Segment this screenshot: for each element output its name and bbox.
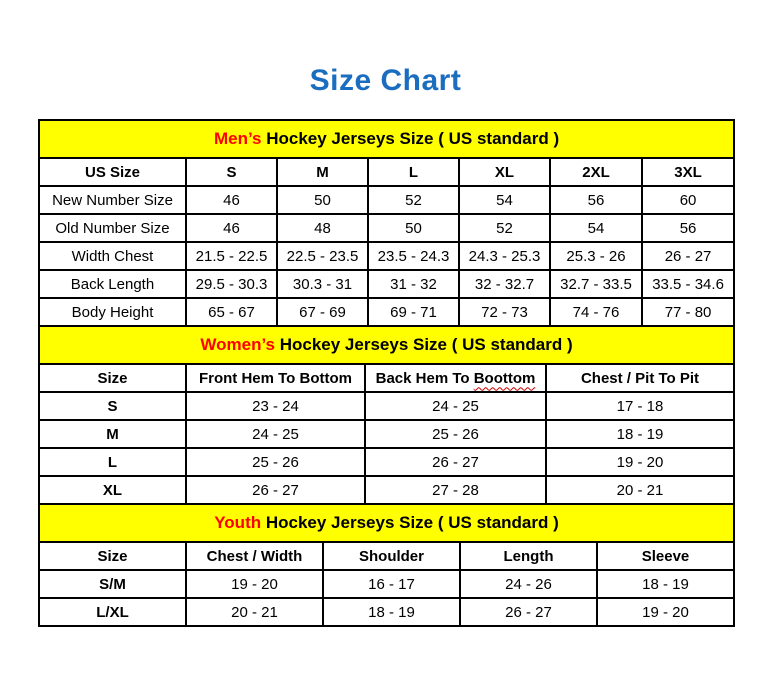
youth-section-heading-row	[39, 504, 734, 542]
size-value-cell: 29.5 - 30.3	[186, 270, 277, 298]
size-value-cell: 18 - 19	[597, 570, 734, 598]
womens-heading-rest: Hockey Jerseys Size ( US standard )	[275, 335, 573, 354]
column-header: Size	[39, 364, 186, 392]
size-value-cell: 77 - 80	[642, 298, 734, 326]
size-value-cell: 24 - 25	[365, 392, 546, 420]
size-value-cell: 24.3 - 25.3	[459, 242, 550, 270]
womens-section-heading-row	[39, 326, 734, 364]
table-row	[39, 420, 734, 448]
column-header: XL	[459, 158, 550, 186]
row-label: New Number Size	[39, 186, 186, 214]
youth-heading-rest: Hockey Jerseys Size ( US standard )	[261, 513, 559, 532]
table-row	[39, 298, 734, 326]
column-header: Shoulder	[323, 542, 460, 570]
table-row	[39, 214, 734, 242]
size-value-cell: 33.5 - 34.6	[642, 270, 734, 298]
column-header: S	[186, 158, 277, 186]
column-header: 2XL	[550, 158, 642, 186]
size-value-cell: 23 - 24	[186, 392, 365, 420]
table-row	[39, 570, 734, 598]
mens-heading-rest: Hockey Jerseys Size ( US standard )	[261, 129, 560, 148]
size-value-cell: 20 - 21	[546, 476, 734, 504]
size-value-cell: 26 - 27	[460, 598, 597, 626]
column-header: Front Hem To Bottom	[186, 364, 365, 392]
size-value-cell: 72 - 73	[459, 298, 550, 326]
size-value-cell: 25 - 26	[186, 448, 365, 476]
column-header: Chest / Pit To Pit	[546, 364, 734, 392]
size-value-cell: 56	[550, 186, 642, 214]
womens-column-header-row	[39, 364, 734, 392]
mens-column-header-row	[39, 158, 734, 186]
size-value-cell: 19 - 20	[186, 570, 323, 598]
youth-size-table	[38, 503, 735, 627]
row-label: S	[39, 392, 186, 420]
size-value-cell: 32.7 - 33.5	[550, 270, 642, 298]
table-row	[39, 242, 734, 270]
youth-heading-highlight: Youth	[214, 513, 262, 532]
table-row	[39, 598, 734, 626]
size-value-cell: 48	[277, 214, 368, 242]
size-value-cell: 52	[368, 186, 459, 214]
size-value-cell: 26 - 27	[365, 448, 546, 476]
size-value-cell: 25 - 26	[365, 420, 546, 448]
size-value-cell: 22.5 - 23.5	[277, 242, 368, 270]
table-row	[39, 270, 734, 298]
size-value-cell: 19 - 20	[597, 598, 734, 626]
misspelled-word: Boottom	[473, 369, 536, 387]
size-value-cell: 18 - 19	[546, 420, 734, 448]
size-value-cell: 60	[642, 186, 734, 214]
size-value-cell: 19 - 20	[546, 448, 734, 476]
row-label: L	[39, 448, 186, 476]
size-value-cell: 30.3 - 31	[277, 270, 368, 298]
size-value-cell: 25.3 - 26	[550, 242, 642, 270]
row-label: S/M	[39, 570, 186, 598]
size-value-cell: 23.5 - 24.3	[368, 242, 459, 270]
column-header	[365, 364, 546, 392]
womens-section-heading	[39, 326, 734, 364]
column-header: US Size	[39, 158, 186, 186]
page-title: Size Chart	[309, 64, 462, 97]
size-value-cell: 26 - 27	[642, 242, 734, 270]
size-value-cell: 20 - 21	[186, 598, 323, 626]
row-label: M	[39, 420, 186, 448]
column-header: Sleeve	[597, 542, 734, 570]
table-row	[39, 186, 734, 214]
column-header-text: Back Hem To	[375, 369, 474, 387]
size-value-cell: 26 - 27	[186, 476, 365, 504]
row-label: XL	[39, 476, 186, 504]
row-label: Back Length	[39, 270, 186, 298]
size-value-cell: 54	[459, 186, 550, 214]
size-value-cell: 54	[550, 214, 642, 242]
size-value-cell: 31 - 32	[368, 270, 459, 298]
mens-section-heading-row	[39, 120, 734, 158]
mens-heading-highlight: Men’s	[213, 129, 262, 148]
column-header: L	[368, 158, 459, 186]
size-value-cell: 69 - 71	[368, 298, 459, 326]
mens-section-heading	[39, 120, 734, 158]
row-label: Width Chest	[39, 242, 186, 270]
size-value-cell: 24 - 25	[186, 420, 365, 448]
size-value-cell: 67 - 69	[277, 298, 368, 326]
size-value-cell: 46	[186, 214, 277, 242]
column-header: Length	[460, 542, 597, 570]
size-value-cell: 21.5 - 22.5	[186, 242, 277, 270]
womens-size-table	[38, 325, 735, 505]
row-label: L/XL	[39, 598, 186, 626]
size-value-cell: 17 - 18	[546, 392, 734, 420]
size-value-cell: 74 - 76	[550, 298, 642, 326]
size-value-cell: 50	[368, 214, 459, 242]
row-label: Old Number Size	[39, 214, 186, 242]
size-value-cell: 27 - 28	[365, 476, 546, 504]
size-value-cell: 50	[277, 186, 368, 214]
mens-size-table	[38, 119, 735, 327]
table-row	[39, 476, 734, 504]
size-value-cell: 18 - 19	[323, 598, 460, 626]
size-value-cell: 46	[186, 186, 277, 214]
column-header: Size	[39, 542, 186, 570]
row-label: Body Height	[39, 298, 186, 326]
youth-section-heading	[39, 504, 734, 542]
size-value-cell: 32 - 32.7	[459, 270, 550, 298]
size-value-cell: 24 - 26	[460, 570, 597, 598]
column-header: M	[277, 158, 368, 186]
womens-heading-highlight: Women’s	[200, 335, 275, 354]
size-value-cell: 52	[459, 214, 550, 242]
size-value-cell: 16 - 17	[323, 570, 460, 598]
youth-column-header-row	[39, 542, 734, 570]
table-row	[39, 448, 734, 476]
column-header: Chest / Width	[186, 542, 323, 570]
size-chart-sheet	[38, 0, 733, 627]
size-value-cell: 56	[642, 214, 734, 242]
column-header: 3XL	[642, 158, 734, 186]
size-value-cell: 65 - 67	[186, 298, 277, 326]
table-row	[39, 392, 734, 420]
